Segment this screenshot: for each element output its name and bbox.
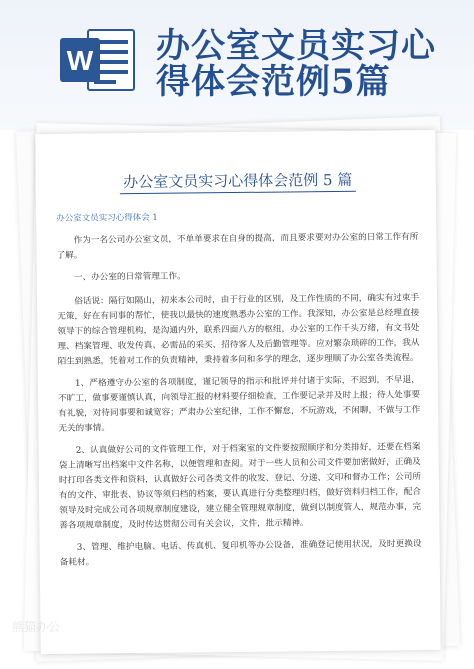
word-logo-letter: W <box>66 45 94 76</box>
paragraph-point-1: 1、严格遵守办公室的各项制度，谨记领导的指示和批评并付诸于实际，不迟到，不早退，不旷工，做事要谨慎认真，向领导汇报的材料要仔细检查，工作要记录并及时上报；待人处事要有礼貌，对待同事要和诚宽容；严肃办公室纪律，工作不懈怠，不玩游戏，不闲聊，不做与工作无关的事情。 <box>58 375 421 434</box>
document-body <box>56 230 422 578</box>
paragraph-point-2: 2、认真做好公司的文件管理工作，对于档案室的文件要按照顺序和分类排好，还要在档案袋上清晰写出档案中文件名称，以便管理和查阅。对于一些人员和公司文件要加密做好，正确及时打印各类文件和资料，认真做好公司各类文件的收发、登记、分递、文印和督办工作；公司所有的文件、审批表、协议等须归档的档案，要认真进行分类整理归档，做好资料归档工作，配合领导及时完成公司各项规章制度建设，建立健全管理规章制度，做到以制度管人，规范办事，完善各项规章制度，及时传达贯彻公司有关会议，文件，批示精神。 <box>58 442 422 531</box>
paragraph-intro: 作为一名公司办公室文员，不单单要求在自身的提高，而且要求要对办公室的日常工作有所了解。 <box>56 232 419 261</box>
watermark: 熊猫办公 <box>12 620 61 634</box>
paragraph-heading-daily-management: 一、办公室的日常管理工作。 <box>73 271 186 283</box>
banner-title: 办公室文员实习心得体会范例5篇 <box>156 26 436 102</box>
document-title: 办公室文员实习心得体会范例 5 篇 <box>120 169 356 194</box>
paragraph-point-3: 3、管理、维护电脑、电话、传真机、复印机等办公设备，准确登记使用状况，及时更换设备耗材。 <box>59 539 422 568</box>
word-document-icon <box>58 26 138 94</box>
document-page <box>35 130 440 654</box>
paragraph-office-overview: 俗话说：隔行如隔山，初来本公司时，由于行业的区别，及工作性质的不同，确实有过束手无策，好在有同事的帮忙，使我以最快的速度熟悉办公室的工作。我深知，办公室是总经理直接领导下的综合管理机构，是沟通内外，联系四面八方的枢纽，办公室的工作千头万绪，有文书处理、档案管理、收发传真、必需品的采买、招待客人及后勤管理等。应对繁杂琐碎的工作，我从陌生到熟悉，凭着对工作的负责精神，秉持着多问和多学的理念，逐步理顺了办公室各类流程。 <box>57 293 420 367</box>
section-heading: 办公室文员实习心得体会 1 <box>56 212 158 224</box>
